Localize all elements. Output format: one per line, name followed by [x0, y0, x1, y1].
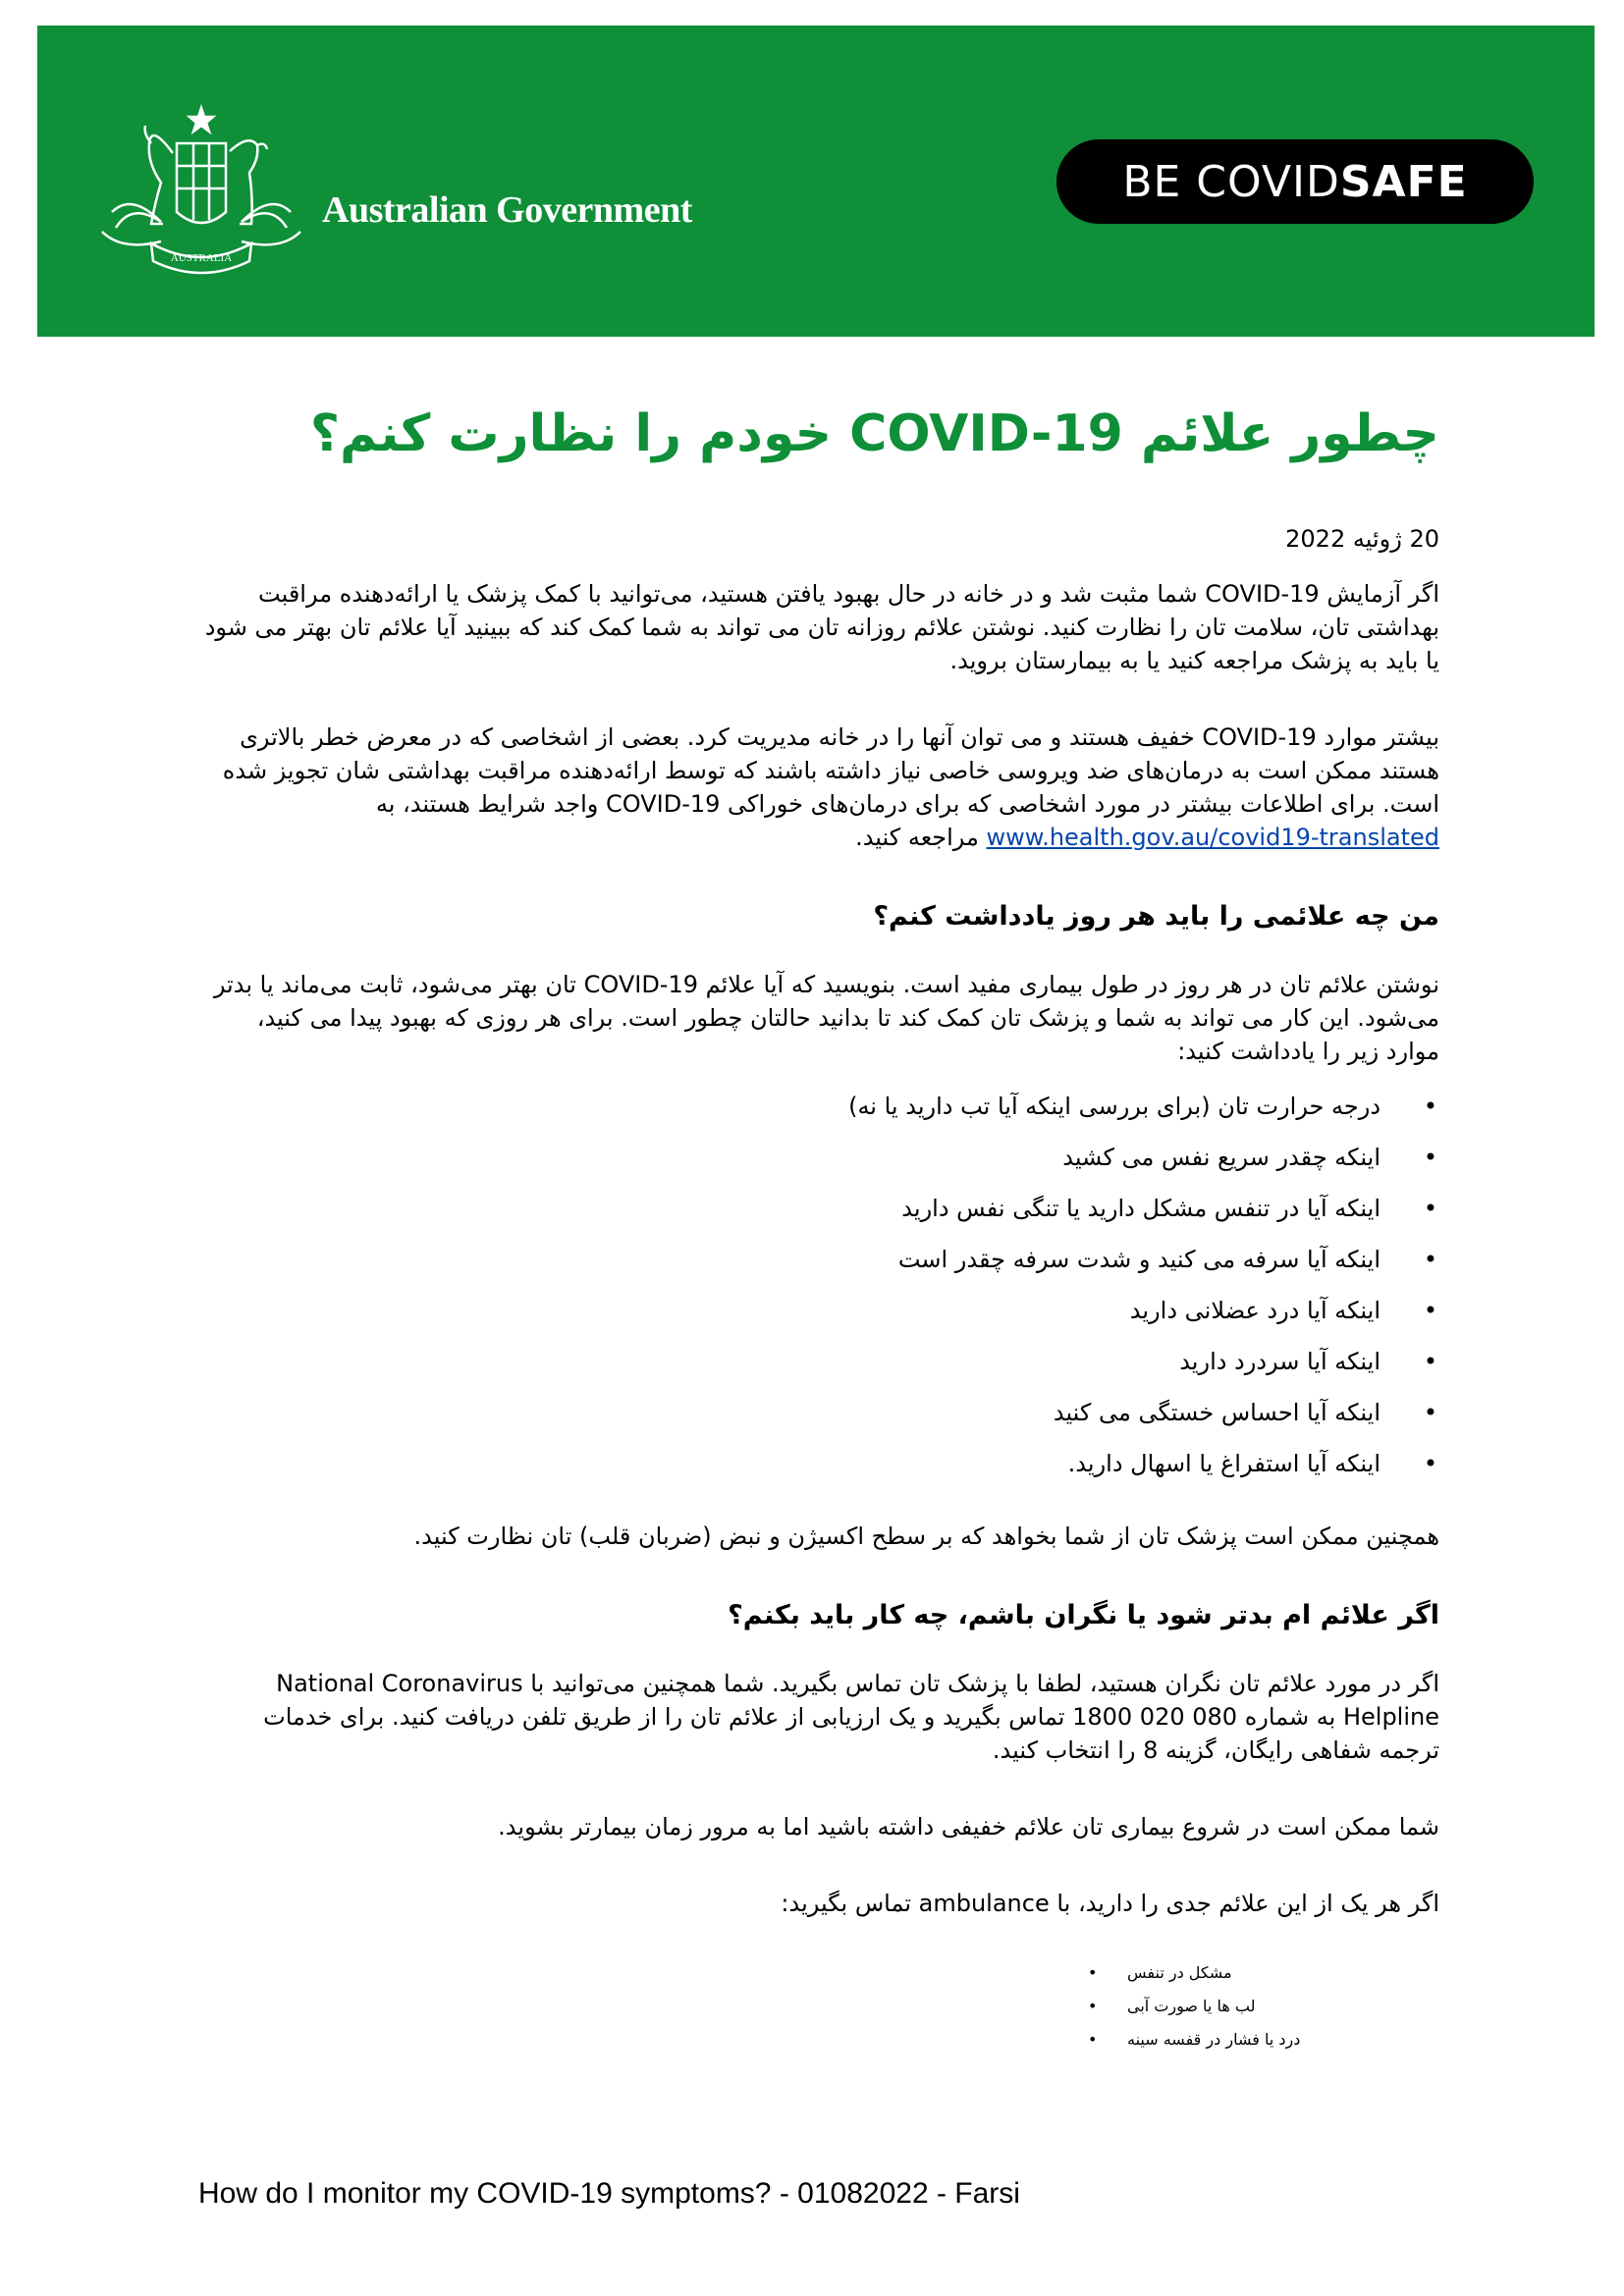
list-item — [1088, 2030, 1422, 2063]
record-symptoms-list — [196, 1090, 1439, 1480]
serious-item-label: درد یا فشار در قفسه سینه — [1127, 2030, 1301, 2049]
be-covidsafe-badge — [1056, 139, 1534, 224]
slogan-part1: BE COVID — [1122, 156, 1340, 207]
record-symptoms-heading: من چه علائمی را باید هر روز یادداشت کنم؟ — [873, 901, 1439, 932]
government-name: Australian Government — [322, 189, 692, 231]
list-item: • اینکه آیا استفراغ یا اسهال دارید. — [196, 1447, 1380, 1480]
page-title: چطور علائم COVID-19 خودم را نظارت کنم؟ — [309, 404, 1439, 463]
mild-cases-paragraph — [196, 721, 1439, 854]
ambulance-paragraph: اگر هر یک از این علائم جدی را دارید، با ambulance تماس بگیرید: — [781, 1890, 1439, 1917]
serious-item-label: مشکل در تنفس — [1127, 1963, 1232, 1982]
document-body — [196, 402, 1439, 2049]
mild-cases-text: بیشتر موارد COVID-19 خفیف هستند و می توان آنها را در خانه مدیریت کرد. بعضی از اشخاصی که در معرض خطر بالاتری هستند ممکن است به درمان‌های ضد ویروسی خاصی نیاز داشته باشند که توسط ارائه‌دهنده مراقبت بهداشتی شان تجویز شده است. برای اطلاعات بیشتر در مورد اشخاصی که برای درمان‌های خوراکی COVID-19 واجد شرایط هستند، به — [222, 723, 1439, 818]
list-item: • اینکه چقدر سریع نفس می کشید — [196, 1141, 1380, 1174]
health-gov-link[interactable]: www.health.gov.au/covid19-translated — [986, 824, 1439, 851]
header-banner — [37, 26, 1595, 337]
coat-of-arms-icon — [92, 104, 310, 291]
mild-cases-end: مراجعه کنید. — [855, 824, 979, 851]
slogan-part2: SAFE — [1339, 156, 1468, 207]
list-item: • اینکه آیا درد عضلانی دارید — [196, 1294, 1380, 1327]
list-item: • اینکه آیا سرفه می کنید و شدت سرفه چقدر است — [196, 1243, 1380, 1276]
serious-item-label: لب ها یا صورت آبی — [1127, 1997, 1256, 2015]
footer-text: How do I monitor my COVID-19 symptoms? - 01082022 - Farsi — [198, 2177, 1020, 2210]
intro-paragraph: اگر آزمایش COVID-19 شما مثبت شد و در خانه در حال بهبود یافتن هستید، می‌توانید با کمک پزشک یا ارائه‌دهنده مراقبت بهداشتی تان، سلامت تان را نظارت کنید. نوشتن علائم روزانه تان می تواند به شما کمک کند که ببینید آیا علائم تان بهتر می شود یا باید به پزشک مراجعه کنید یا به بیمارستان بروید. — [204, 580, 1439, 674]
bullet-icon: • — [1088, 1997, 1098, 2015]
bullet-icon: • — [1088, 1963, 1098, 1982]
list-item — [1088, 1963, 1422, 1997]
serious-symptoms-list — [196, 1920, 1439, 2049]
worse-symptoms-heading: اگر علائم ام بدتر شود یا نگران باشم، چه کار باید بکنم؟ — [728, 1600, 1439, 1630]
publish-date: 20 ژوئیه 2022 — [1285, 525, 1439, 553]
record-symptoms-paragraph: نوشتن علائم تان در هر روز در طول بیماری مفید است. بنویسید که آیا علائم COVID-19 تان بهتر می‌شود، ثابت می‌ماند یا بدتر می‌شود. این کار می تواند به شما و پزشک تان کمک کند تا بدانید حالتان چطور است. برای هر روزی که بهبود پیدا می کنید، موارد زیر را یادداشت کنید: — [213, 971, 1439, 1065]
crest-ribbon-label: AUSTRALIA — [170, 252, 233, 264]
list-item: • اینکه آیا در تنفس مشکل دارید یا تنگی نفس دارید — [196, 1192, 1380, 1225]
bullet-icon: • — [1088, 2030, 1098, 2049]
list-item: • درجه حرارت تان (برای بررسی اینکه آیا تب دارید یا نه) — [196, 1090, 1380, 1123]
list-item — [1088, 1997, 1422, 2030]
helpline-paragraph: اگر در مورد علائم تان نگران هستید، لطفا با پزشک تان تماس بگیرید. شما همچنین می‌توانید با National Coronavirus Helpline به شماره 080 020 1800 تماس بگیرید و یک ارزیابی از علائم تان را از طریق تلفن دریافت کنید. برای خدمات ترجمه شفاهی رایگان، گزینه 8 را انتخاب کنید. — [263, 1670, 1439, 1764]
list-item: • اینکه آیا سردرد دارید — [196, 1345, 1380, 1378]
list-item: • اینکه آیا احساس خستگی می کنید — [196, 1396, 1380, 1429]
mild-start-paragraph: شما ممکن است در شروع بیماری تان علائم خفیفی داشته باشید اما به مرور زمان بیمارتر بشوید. — [498, 1813, 1439, 1841]
oxygen-paragraph: همچنین ممکن است پزشک تان از شما بخواهد که بر سطح اکسیژن و نبض (ضربان قلب) تان نظارت کنید. — [413, 1522, 1439, 1550]
